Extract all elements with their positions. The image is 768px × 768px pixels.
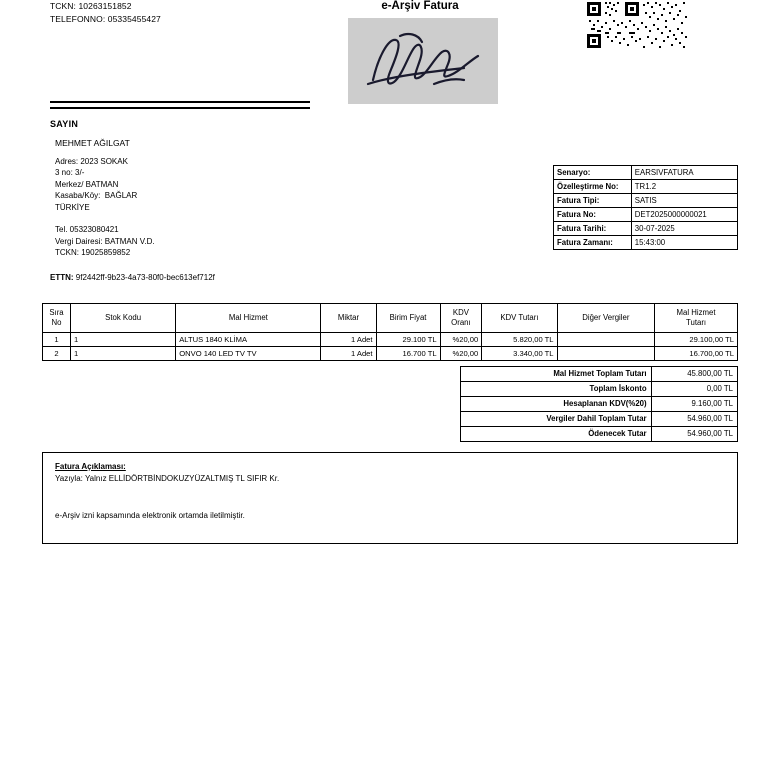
cell-kdv-tutari: 3.340,00 TL xyxy=(482,347,557,361)
col-miktar: Miktar xyxy=(321,304,376,333)
divider-bottom xyxy=(50,107,310,109)
total-value: 54.960,00 TL xyxy=(651,412,737,427)
issuer-phone: TELEFONNO: 05335455427 xyxy=(50,14,161,24)
info-key: Özelleştirme No: xyxy=(554,180,632,194)
table-row xyxy=(554,222,738,236)
signature-image xyxy=(348,18,498,104)
notes-title: Fatura Açıklaması: xyxy=(55,462,126,471)
info-key: Fatura No: xyxy=(554,208,632,222)
recipient-name: MEHMET AĞILGAT xyxy=(55,138,130,148)
col-kdv-line2: Oranı xyxy=(451,318,471,327)
col-sira-line1: Sıra xyxy=(49,308,64,317)
recipient-line: Merkez/ BATMAN xyxy=(55,179,119,189)
table-row xyxy=(43,333,738,347)
cell-stok: 1 xyxy=(71,333,176,347)
recipient-label: SAYIN xyxy=(50,119,79,129)
cell-tutar: 29.100,00 TL xyxy=(655,333,738,347)
info-key: Fatura Tarihi: xyxy=(554,222,632,236)
table-row xyxy=(554,208,738,222)
cell-miktar: 1 Adet xyxy=(321,333,376,347)
recipient-line-spacer xyxy=(55,213,155,224)
issuer-tckn: TCKN: 10263151852 xyxy=(50,1,132,11)
cell-mal: ALTUS 1840 KLİMA xyxy=(176,333,321,347)
table-header-row xyxy=(43,304,738,333)
cell-sira: 1 xyxy=(43,333,71,347)
cell-tutar: 16.700,00 TL xyxy=(655,347,738,361)
total-label: Vergiler Dahil Toplam Tutar xyxy=(461,412,652,427)
issuer-info xyxy=(50,0,161,26)
table-row xyxy=(461,397,738,412)
cell-diger xyxy=(557,347,655,361)
table-row xyxy=(461,382,738,397)
recipient-line: TÜRKİYE xyxy=(55,202,90,212)
info-value: TR1.2 xyxy=(631,180,737,194)
cell-sira: 2 xyxy=(43,347,71,361)
col-sira-no xyxy=(43,304,71,333)
total-value: 9.160,00 TL xyxy=(651,397,737,412)
info-key: Fatura Zamanı: xyxy=(554,236,632,250)
table-row xyxy=(461,412,738,427)
total-value: 54.960,00 TL xyxy=(651,427,737,442)
info-value: 15:43:00 xyxy=(631,236,737,250)
info-value: SATIS xyxy=(631,194,737,208)
total-label: Ödenecek Tutar xyxy=(461,427,652,442)
col-diger-vergiler: Diğer Vergiler xyxy=(557,304,655,333)
col-sira-line2: No xyxy=(51,318,62,327)
invoice-info-table xyxy=(553,165,738,250)
col-birim-fiyat: Birim Fiyat xyxy=(376,304,440,333)
info-value: DET2025000000021 xyxy=(631,208,737,222)
qr-code-icon xyxy=(585,0,689,52)
table-row xyxy=(554,180,738,194)
divider-top xyxy=(50,101,310,103)
document-title: e-Arşiv Fatura xyxy=(381,0,459,12)
col-tutar-line2: Tutarı xyxy=(686,318,707,327)
invoice-notes-box xyxy=(42,452,738,544)
cell-mal: ONVO 140 LED TV TV xyxy=(176,347,321,361)
col-mal-hizmet-tutari xyxy=(655,304,738,333)
recipient-line: Adres: 2023 SOKAK xyxy=(55,157,128,166)
info-value: 30-07-2025 xyxy=(631,222,737,236)
col-tutar-line1: Mal Hizmet xyxy=(676,308,716,317)
total-value: 0,00 TL xyxy=(651,382,737,397)
ettn-value: 9f2442ff-9b23-4a73-80f0-bec613ef712f xyxy=(75,273,215,282)
ettn-label: ETTN: xyxy=(50,273,74,282)
table-row xyxy=(43,347,738,361)
recipient-address xyxy=(55,156,155,259)
info-key: Senaryo: xyxy=(554,166,632,180)
recipient-line: Kasaba/Köy: BAĞLAR xyxy=(55,191,138,201)
col-kdv-orani xyxy=(440,304,482,333)
notes-footer: e-Arşiv izni kapsamında elektronik ortamda iletilmiştir. xyxy=(55,511,245,520)
cell-birim: 29.100 TL xyxy=(376,333,440,347)
cell-miktar: 1 Adet xyxy=(321,347,376,361)
table-row xyxy=(554,236,738,250)
cell-kdv-orani: %20,00 xyxy=(440,333,482,347)
recipient-tax-office: Vergi Dairesi: BATMAN V.D. xyxy=(55,236,155,246)
recipient-phone: Tel. 05323080421 xyxy=(55,225,119,235)
table-row xyxy=(554,166,738,180)
total-label: Mal Hizmet Toplam Tutarı xyxy=(461,367,652,382)
info-key: Fatura Tipi: xyxy=(554,194,632,208)
col-kdv-line1: KDV xyxy=(452,308,469,317)
cell-kdv-orani: %20,00 xyxy=(440,347,482,361)
recipient-tckn: TCKN: 19025859852 xyxy=(55,248,131,258)
line-items-table xyxy=(42,303,738,361)
col-stok-kodu: Stok Kodu xyxy=(71,304,176,333)
col-kdv-tutari: KDV Tutarı xyxy=(482,304,557,333)
info-value: EARSIVFATURA xyxy=(631,166,737,180)
cell-stok: 1 xyxy=(71,347,176,361)
totals-table xyxy=(460,366,738,442)
table-row xyxy=(554,194,738,208)
recipient-line: 3 no: 3/- xyxy=(55,168,85,178)
total-label: Hesaplanan KDV(%20) xyxy=(461,397,652,412)
cell-diger xyxy=(557,333,655,347)
cell-birim: 16.700 TL xyxy=(376,347,440,361)
total-label: Toplam İskonto xyxy=(461,382,652,397)
table-row xyxy=(461,427,738,442)
table-row xyxy=(461,367,738,382)
ettn xyxy=(50,273,215,282)
total-value: 45.800,00 TL xyxy=(651,367,737,382)
col-mal-hizmet: Mal Hizmet xyxy=(176,304,321,333)
notes-amount-in-words: Yazıyla: Yalnız ELLİDÖRTBİNDOKUZYÜZALTMIŞ TL SIFIR Kr. xyxy=(55,474,280,483)
cell-kdv-tutari: 5.820,00 TL xyxy=(482,333,557,347)
